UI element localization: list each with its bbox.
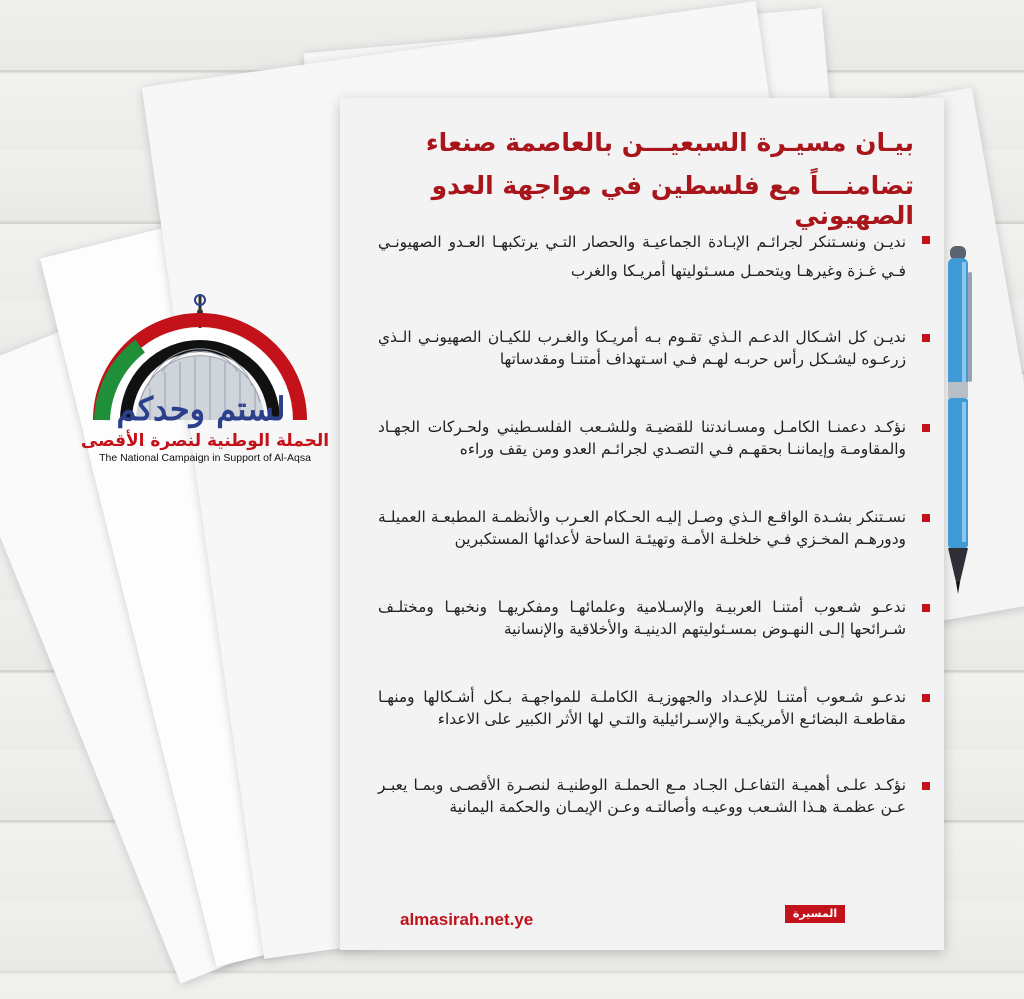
statement-point: [378, 416, 920, 461]
statement-point: [378, 596, 920, 641]
statement-point-text: ندعـو شـعوب أمتنـا العربيـة والإسـلامية وعلمائهـا ومفكريهـا ونخبهـا ومختلـف شـرائحها إلـى النهـوض بمسـئوليتهم الدينيـة والأخلاقية والإنسانية: [378, 598, 906, 639]
statement-point-text: نؤكـد علـى أهميـة التفاعـل الجـاد مـع الحملـة الوطنيـة لنصـرة الأقصـى وبمـا يعبـر عـن عظمـة هـذا الشـعب ووعيـه وأصالتـه وعـن الإيمـان والحكمة اليمانية: [378, 776, 906, 817]
bullet-icon: [922, 236, 930, 244]
bullet-icon: [922, 334, 930, 342]
logo-campaign-english: The National Campaign in Support of Al-Aqsa: [99, 452, 311, 464]
statement-title-line1: بيـان مسيـرة السبعيـــن بالعاصمة صنعاء: [425, 128, 914, 157]
bullet-icon: [922, 514, 930, 522]
statement-point-text: نديـن كل اشـكال الدعـم الـذي تقـوم بـه أمريـكا والغـرب للكيـان الصهيونـي الـذي زرعـوه ليشـكل رأس حربـه لهـم فـي اسـتهداف أمتنـا ومقدساتها: [378, 328, 906, 369]
pen-icon: [938, 242, 978, 602]
logo-campaign-arabic: الحملة الوطنية لنصرة الأقصى: [80, 431, 330, 451]
statement-title-line2: تضامنـــاً مع فلسطين في مواجهة العدو الصهيوني: [431, 171, 914, 230]
statement-point: [378, 228, 920, 285]
statement-point-text: نؤكـد دعمنـا الكامـل ومسـاندتنا للقضيـة وللشـعب الفلسـطيني ولحـركات الجهـاد والمقاومـة وإيماننـا بحقهـم فـي التصـدي لجرائـم العدو ومن يقف وراءه: [378, 418, 906, 459]
statement-point-text: نديـن ونسـتنكر لجرائـم الإبـادة الجماعيـة والحصار التـي يرتكبهـا العـدو الصهيونـي فـي غـزة وغيرهـا ويتحمـل مسـئوليتها أمريـكا والغرب: [378, 233, 906, 280]
bullet-icon: [922, 604, 930, 612]
statement-point-text: ندعـو شـعوب أمتنـا للإعـداد والجهوزيـة الكاملـة للمواجهـة بـكل أشـكالها ومنهـا مقاطعـة البضائـع الأمريكيـة والإسـرائيلية والتـي لها الأثر الكبير على الاعداء: [378, 688, 906, 729]
bullet-icon: [922, 694, 930, 702]
bullet-icon: [922, 782, 930, 790]
statement-point-text: نسـتنكر بشـدة الواقـع الـذي وصـل إليـه الحـكام العـرب والأنظمـة المطبعـة العميلـة ودورهـم المخـزي فـي خلخلـة الأمـة وتهيئـة الساحة لأعدائها المستكبرين: [378, 508, 906, 549]
statement-point: [378, 774, 920, 819]
almasirah-logo: المسيرة: [785, 905, 845, 923]
statement-point: [378, 326, 920, 371]
statement-sheet: [340, 98, 944, 950]
bullet-icon: [922, 424, 930, 432]
logo-slogan: لستم وحدكم: [116, 390, 286, 428]
footer-url[interactable]: almasirah.net.ye: [400, 910, 534, 929]
statement-point: [378, 506, 920, 551]
statement-point: [378, 686, 920, 731]
